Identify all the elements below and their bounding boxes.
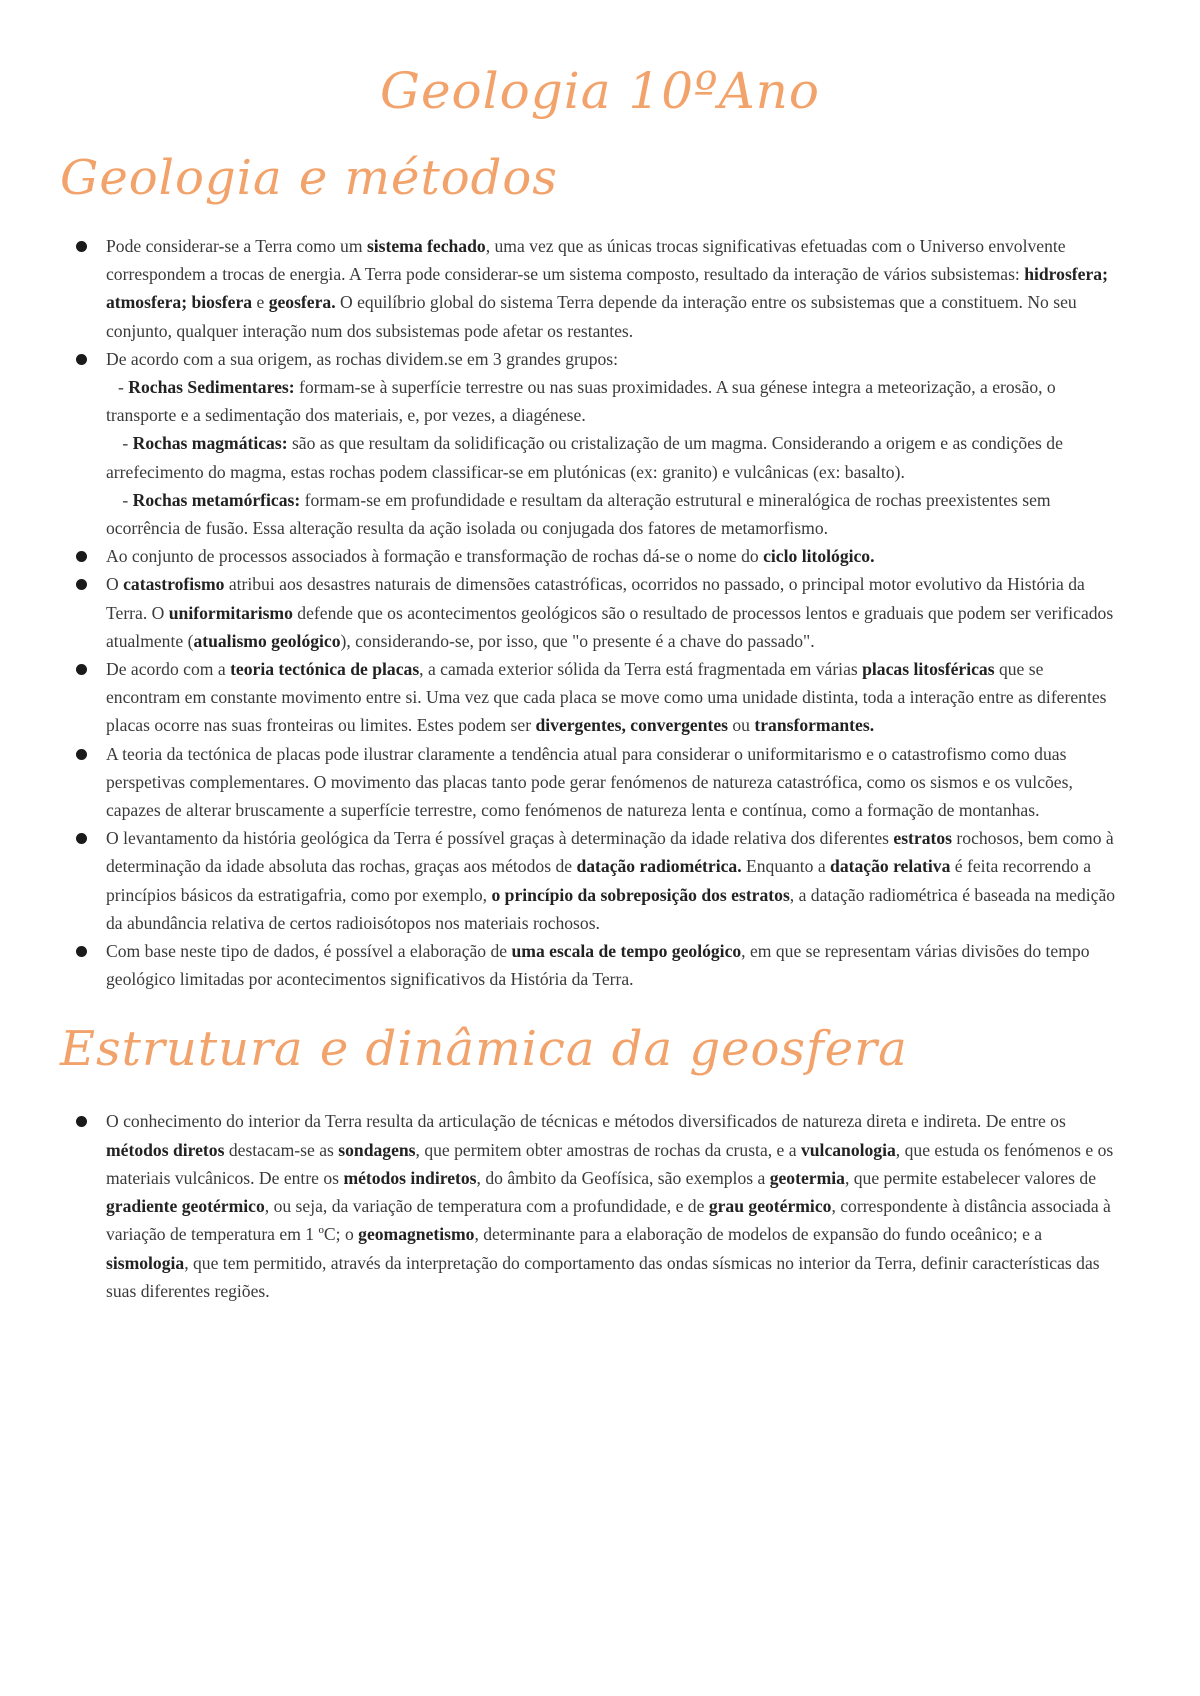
bullet-icon [76, 1116, 87, 1127]
rock-type-sedimentares: - Rochas Sedimentares: formam-se à superfície terrestre ou nas suas proximidades. A sua génese integra a meteorização, a erosão, o transporte e a sedimentação dos materiais, e, por vezes, a diagénese. [106, 377, 1056, 426]
bullet-icon [76, 749, 87, 760]
paragraph-text: O conhecimento do interior da Terra resulta da articulação de técnicas e métodos diversificados de natureza direta e indireta. De entre os métodos diretos destacam-se as sondagens, que permitem obter amostras de rochas da crusta, e a vulcanologia, que estuda os fenómenos e os materiais vulcânicos. De entre os métodos indiretos, do âmbito da Geofísica, são exemplos a geotermia, que permite estabelecer valores de gradiente geotérmico, ou seja, da variação de temperatura com a profundidade, e de grau geotérmico, correspondente à distância associada à variação de temperatura em 1 ºC; o geomagnetismo, determinante para a elaboração de modelos de expansão do fundo oceânico; e a sismologia, que tem permitido, através da interpretação do comportamento das ondas sísmicas no interior da Terra, definir características das suas diferentes regiões. [106, 1111, 1114, 1301]
list-item [80, 542, 1120, 570]
bullet-icon [76, 946, 87, 957]
bullet-list-geologia-metodos [80, 232, 1120, 993]
section-heading-geologia-metodos: Geologia e métodos [60, 150, 558, 206]
bullet-icon [76, 579, 87, 590]
list-item [80, 345, 1120, 542]
list-item [80, 740, 1120, 825]
section-heading-estrutura-geosfera: Estrutura e dinâmica da geosfera [60, 1021, 908, 1078]
bullet-icon [76, 354, 87, 365]
bullet-icon [76, 551, 87, 562]
rock-type-magmaticas: - Rochas magmáticas: são as que resultam da solidificação ou cristalização de um magma. Considerando a origem e as condições de arrefecimento do magma, estas rochas podem classificar-se em plutónicas (ex: granito) e vulcânicas (ex: basalto). [106, 433, 1063, 482]
list-item [80, 232, 1120, 345]
paragraph-text: De acordo com a sua origem, as rochas dividem.se em 3 grandes grupos: [106, 348, 619, 369]
rock-type-metamorficas: - Rochas metamórficas: formam-se em profundidade e resultam da alteração estrutural e mineralógica de rochas preexistentes sem ocorrência de fusão. Essa alteração resulta da ação isolada ou conjugada dos fatores de metamorfismo. [106, 489, 1051, 539]
paragraph-text: Pode considerar-se a Terra como um sistema fechado, uma vez que as únicas trocas significativas efetuadas com o Universo envolvente correspondem a trocas de energia. A Terra pode considerar-se um sistema composto, resultado da interação de vários subsistemas: hidrosfera; atmosfera; biosfera e geosfera. O equilíbrio global do sistema Terra depende da interação entre os subsistemas que a constituem. No seu conjunto, qualquer interação num dos subsistemas pode afetar os restantes. [106, 236, 1108, 341]
paragraph-text: De acordo com a teoria tectónica de placas, a camada exterior sólida da Terra está fragmentada em várias placas litosféricas que se encontram em constante movimento entre si. Uma vez que cada placa se move como uma unidade distinta, toda a interação entre as diferentes placas ocorre nas suas fronteiras ou limites. Estes podem ser divergentes, convergentes ou transformantes. [106, 659, 1107, 736]
paragraph-text: A teoria da tectónica de placas pode ilustrar claramente a tendência atual para considerar o uniformitarismo e o catastrofismo como duas perspetivas complementares. O movimento das placas tanto pode gerar fenómenos de natureza catastrófica, como os sismos e os vulcões, capazes de alterar bruscamente a superfície terrestre, como fenómenos de natureza lenta e contínua, como a formação de montanhas. [106, 743, 1073, 821]
paragraph-text: Ao conjunto de processos associados à formação e transformação de rochas dá-se o nome do ciclo litológico. [106, 546, 875, 567]
list-item [80, 824, 1120, 937]
bullet-icon [76, 664, 87, 675]
list-item [80, 655, 1120, 740]
paragraph-text: O levantamento da história geológica da Terra é possível graças à determinação da idade relativa dos diferentes estratos rochosos, bem como à determinação da idade absoluta das rochas, graças aos métodos de datação radiométrica. Enquanto a datação relativa é feita recorrendo a princípios básicos da estratigafria, como por exemplo, o princípio da sobreposição dos estratos, a datação radiométrica é baseada na medição da abundância relativa de certos radioisótopos nos materiais rochosos. [106, 828, 1116, 933]
list-item [80, 937, 1120, 993]
document-title: Geologia 10ºAno [380, 62, 820, 120]
bullet-list-estrutura-geosfera [80, 1107, 1120, 1304]
paragraph-text: O catastrofismo atribui aos desastres naturais de dimensões catastróficas, ocorridos no passado, o principal motor evolutivo da História da Terra. O uniformitarismo defende que os acontecimentos geológicos são o resultado de processos lentos e graduais que podem ser verificados atualmente (atualismo geológico), considerando-se, por isso, que "o presente é a chave do passado". [106, 574, 1114, 651]
paragraph-text: Com base neste tipo de dados, é possível a elaboração de uma escala de tempo geológico, em que se representam várias divisões do tempo geológico limitadas por acontecimentos significativos da História da Terra. [106, 941, 1090, 990]
list-item [80, 570, 1120, 655]
list-item [80, 1107, 1120, 1304]
bullet-icon [76, 241, 87, 252]
bullet-icon [76, 833, 87, 844]
